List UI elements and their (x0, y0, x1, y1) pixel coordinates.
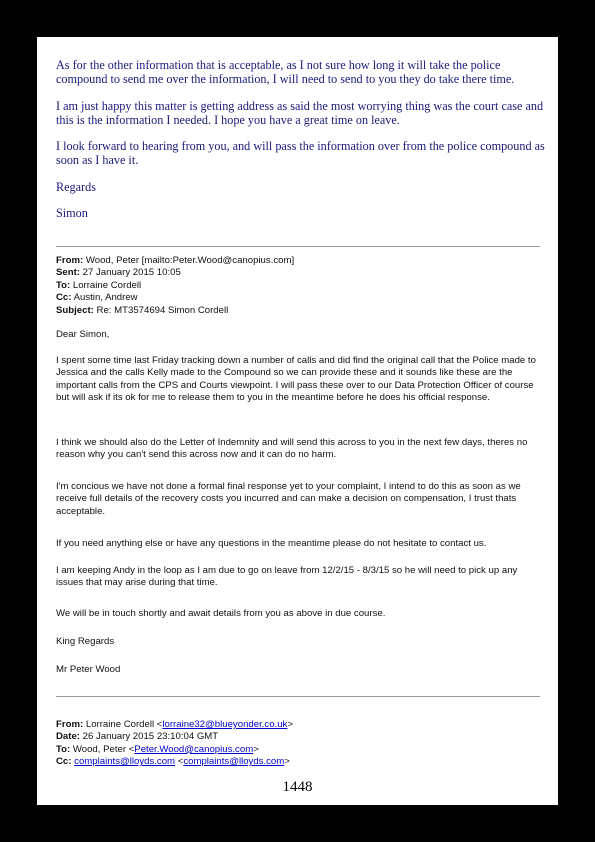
email-paragraph-2: I think we should also do the Letter of Indemnity and will send this across to you in the next few days, theres no reason why you can't send this across now and it can do no harm. (56, 437, 528, 461)
from-end: > (287, 719, 293, 730)
reply-closing: Regards (56, 180, 96, 194)
divider (56, 696, 540, 697)
original-email-header (56, 719, 546, 769)
email-paragraph-5: I am keeping Andy in the loop as I am due to go on leave from 12/2/15 - 8/3/15 so he will need to pick up any issues that may arise during that time. (56, 565, 518, 589)
cc-line (56, 292, 546, 304)
from-line (56, 255, 546, 267)
to-end: > (253, 743, 259, 755)
to-line (56, 744, 546, 756)
cc-label: Cc: (56, 292, 72, 304)
to-name: Wood, Peter < (72, 743, 135, 755)
email-greeting: Dear Simon, (56, 329, 110, 340)
cc-label: Cc: (56, 756, 72, 768)
email-signature: Mr Peter Wood (56, 664, 121, 675)
from-line (56, 719, 546, 731)
reply-signature: Simon (56, 206, 88, 220)
cc-line (56, 756, 546, 768)
email-closing: King Regards (56, 636, 115, 647)
from-name: Lorraine Cordell < (85, 719, 163, 730)
reply-paragraph-1: As for the other information that is acceptable, as I not sure how long it will take the police compound to send me over the information, I will need to send to you they do take there time. (56, 58, 515, 86)
to-value: Lorraine Cordell (72, 279, 142, 291)
date-line (56, 731, 546, 743)
email-paragraph-1: I spent some time last Friday tracking down a number of calls and did find the original call that the Police made to Jessica and the calls Kelly made to the Compound so we can provide these and it sounds like these are the important calls from the CPS and Courts viewpoint. I will pass these over to our Data Protection Officer of course but will ask if its ok for me to release them to you in the meantime before he does his official response. (56, 355, 536, 404)
date-label: Date: (56, 731, 80, 743)
sent-value: 27 January 2015 10:05 (82, 267, 181, 279)
sent-line (56, 267, 546, 279)
to-label: To: (56, 279, 71, 291)
email-header (56, 255, 546, 317)
cc-mid: < (175, 756, 184, 768)
divider (56, 246, 540, 247)
to-label: To: (56, 743, 71, 755)
from-label: From: (56, 255, 84, 266)
page-number: 1448 (282, 779, 313, 795)
cc-value: Austin, Andrew (73, 292, 138, 304)
subject-value: Re: MT3574694 Simon Cordell (96, 304, 229, 316)
reply-paragraph-3: I look forward to hearing from you, and will pass the information over from the police compound as soon as I have it. (56, 139, 545, 167)
subject-line (56, 305, 546, 317)
cc-email-link[interactable]: complaints@lloyds.com (183, 756, 285, 768)
date-value: 26 January 2015 23:10:04 GMT (82, 731, 219, 743)
cc-end: > (284, 756, 290, 768)
from-email-link[interactable]: lorraine32@blueyonder.co.uk (162, 719, 288, 730)
email-paragraph-4: If you need anything else or have any questions in the meantime please do not hesitate to contact us. (56, 538, 487, 549)
email-paragraph-3: I'm concious we have not done a formal final response yet to your complaint, I intend to do this as soon as we receive full details of the recovery costs you incurred and can make a decision on compensation, I trust thats acceptable. (56, 481, 521, 517)
to-email-link[interactable]: Peter.Wood@canopius.com (134, 743, 254, 755)
sent-label: Sent: (56, 267, 80, 279)
reply-paragraph-2: I am just happy this matter is getting address as said the most worrying thing was the court case and this is the information I needed. I hope you have a great time on leave. (56, 99, 544, 127)
subject-label: Subject: (56, 304, 94, 316)
email-paragraph-6: We will be in touch shortly and await details from you as above in due course. (56, 608, 386, 619)
to-line (56, 280, 546, 292)
from-value: Wood, Peter [mailto:Peter.Wood@canopius.com] (85, 255, 295, 266)
document-page (37, 37, 558, 805)
cc-email-link[interactable]: complaints@lloyds.com (74, 756, 176, 768)
from-label: From: (56, 719, 84, 730)
